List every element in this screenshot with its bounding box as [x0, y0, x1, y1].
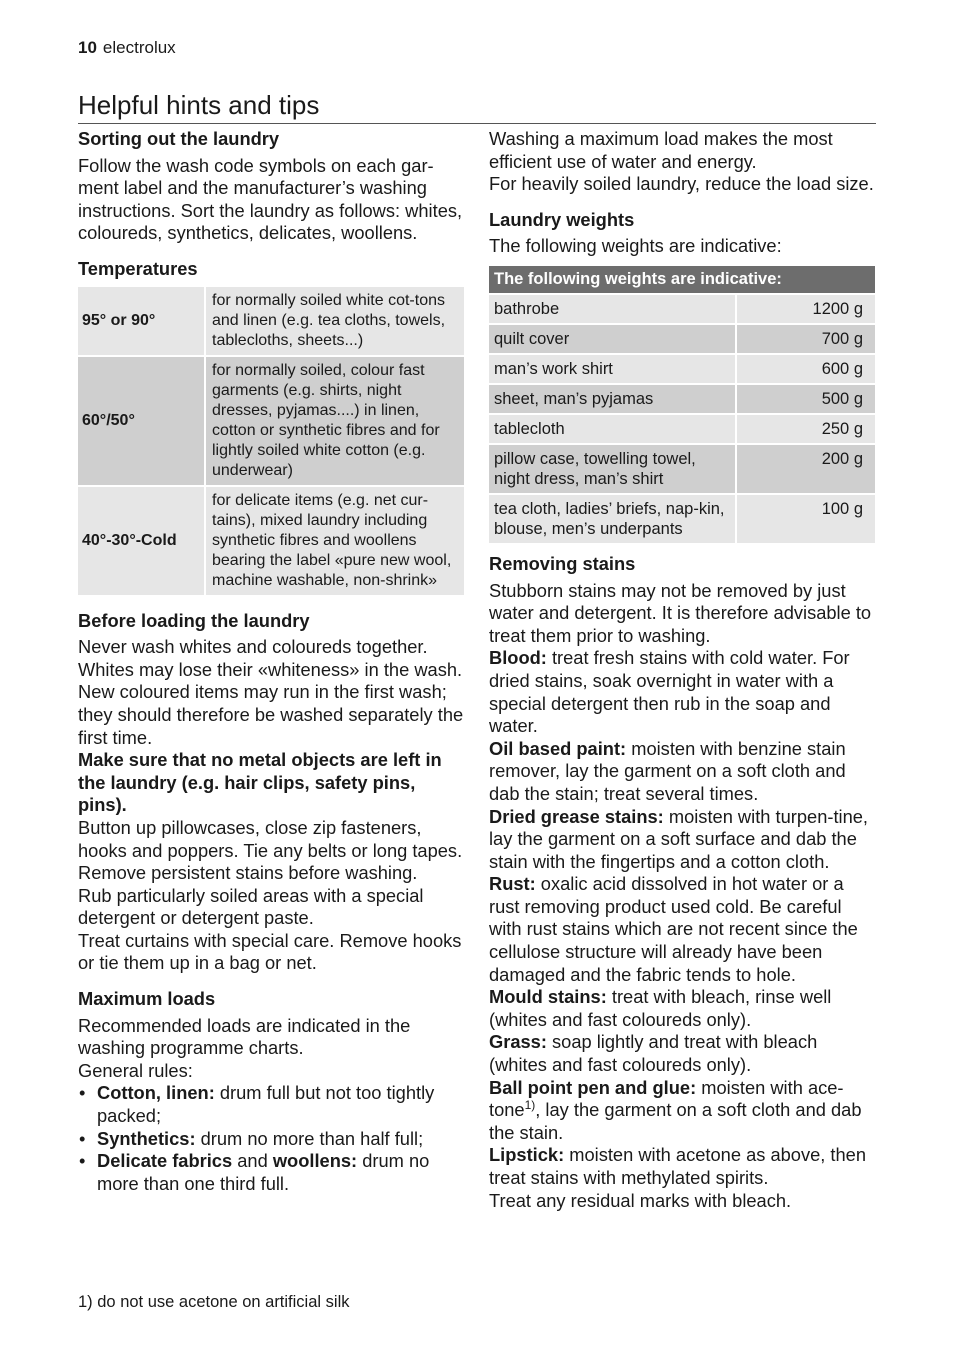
stain-text: oxalic acid dissolved in hot water or a rust removing product used cold. Be careful with rust stains which are not recent since the cellulose structure will already have been damaged and the fabric tends to hole.: [489, 873, 858, 985]
item-cell: quilt cover: [489, 325, 737, 353]
page-number: 10: [78, 38, 97, 57]
table-row: [489, 355, 875, 383]
footnote-marker: 1): [524, 1098, 536, 1113]
stain-item: [489, 1077, 877, 1145]
bullet-icon: •: [79, 1150, 86, 1172]
table-row: [489, 495, 875, 543]
sorting-text: Follow the wash code symbols on each gar-ment label and the manufacturer’s washing instructions. Sort the laundry as follows: whites, coloureds, synthetics, delicates, woollens.: [78, 154, 463, 244]
temp-cell: 60°/50°: [78, 357, 206, 485]
table-row: [489, 445, 875, 493]
item-cell: sheet, man’s pyjamas: [489, 385, 737, 413]
bullet-icon: •: [79, 1127, 86, 1149]
table-row: [489, 385, 875, 413]
stains-section: [489, 553, 877, 1212]
desc-cell: for normally soiled, colour fast garments (e.g. shirts, night dresses, pyjamas....) in linen, cotton or synthetic fibres and for lightly soiled white cotton (e.g. underwear): [212, 361, 440, 479]
warning-bold: Make sure that no metal objects are left in the laundry (e.g. hair clips, safety pins, pins).: [78, 749, 442, 816]
rule-label: Synthetics:: [97, 1127, 196, 1149]
left-column: [78, 128, 464, 1195]
stain-text: moisten with turpen-tine, lay the garment on a soft surface and dab the stain with the fingertips and a cotton cloth.: [489, 805, 869, 872]
stains-heading: Removing stains: [489, 552, 636, 574]
stain-text: moisten with ace-tone: [489, 1076, 844, 1121]
table-header: The following weights are indicative:: [489, 266, 875, 293]
list-item: [78, 1128, 464, 1151]
bullet-icon: •: [79, 1082, 86, 1104]
stain-item: [489, 738, 877, 806]
list-item: [78, 1150, 464, 1195]
paragraph: Remove persistent stains before washing.: [78, 862, 418, 884]
max-loads-section: [78, 988, 464, 1195]
rule-label: Delicate fabrics: [97, 1150, 233, 1172]
item-cell: bathrobe: [489, 295, 737, 323]
desc-cell: for delicate items (e.g. net cur-tains), mixed laundry including synthetic fibres and woollens bearing the label «pure new wool, machine washable, non-shrink»: [212, 491, 452, 589]
desc-cell: for normally soiled white cot-tons and linen (e.g. tea cloths, towels, tablecloths, sheets...): [212, 291, 446, 349]
stain-label: Mould stains:: [489, 986, 607, 1008]
list-item: [78, 1082, 464, 1127]
before-loading-section: [78, 610, 464, 976]
stain-item: [489, 873, 877, 986]
rule-label: Cotton, linen:: [97, 1082, 215, 1104]
paragraph: Treat curtains with special care. Remove hooks or tie them up in a bag or net.: [78, 929, 462, 974]
rule-text: drum no more than half full;: [195, 1127, 424, 1149]
weight-cell: 500 g: [821, 389, 863, 408]
stain-text: , lay the garment on a soft cloth and dab the stain.: [489, 1099, 862, 1143]
stain-item: [489, 1144, 877, 1189]
max-loads-heading: Maximum loads: [78, 988, 216, 1010]
rule-text: drum no more than one third full.: [97, 1150, 430, 1194]
stain-item: [489, 1031, 877, 1076]
warning-text: [78, 749, 464, 817]
stain-text: treat with bleach, rinse well (whites and fast coloureds only).: [489, 986, 832, 1030]
item-cell: man’s work shirt: [489, 355, 737, 383]
stain-text: moisten with benzine stain remover, lay the garment on a soft cloth and dab the stain; treat several times.: [489, 737, 846, 804]
table-header-row: [489, 266, 875, 293]
right-column: [489, 128, 877, 1212]
paragraph: For heavily soiled laundry, reduce the load size.: [489, 173, 874, 195]
weight-cell: 700 g: [821, 329, 863, 348]
rule-label: woollens:: [272, 1150, 358, 1172]
stain-label: Oil based paint:: [489, 737, 627, 759]
paragraph: Rub particularly soiled areas with a special detergent or detergent paste.: [78, 884, 424, 929]
item-cell: tablecloth: [489, 415, 737, 443]
temp-cell: 95° or 90°: [78, 287, 206, 355]
stain-label: Blood:: [489, 647, 547, 669]
table-row: [78, 487, 464, 595]
temperatures-heading: Temperatures: [78, 257, 198, 279]
paragraph: Washing a maximum load makes the most efficient use of water and energy.: [489, 128, 833, 172]
stains-intro: Stubborn stains may not be removed by just water and detergent. It is therefore advisable to treat them prior to washing.: [489, 579, 872, 646]
paragraph: General rules:: [78, 1059, 193, 1081]
stain-label: Rust:: [489, 873, 536, 895]
table-row: [78, 287, 464, 355]
weight-cell: 1200 g: [812, 299, 863, 318]
page-header: [78, 38, 176, 58]
temperatures-section: [78, 258, 464, 597]
temperatures-table: [78, 285, 464, 597]
stain-label: Grass:: [489, 1031, 547, 1053]
weight-cell: 250 g: [821, 419, 863, 438]
stain-label: Ball point pen and glue:: [489, 1076, 697, 1098]
table-row: [489, 415, 875, 443]
table-row: [489, 325, 875, 353]
before-loading-heading: Before loading the laundry: [78, 609, 310, 631]
footnote: 1) do not use acetone on artificial silk: [78, 1293, 350, 1311]
stain-item: [489, 647, 877, 737]
brand-name: electrolux: [102, 38, 176, 57]
paragraph: New coloured items may run in the first wash; they should therefore be washed separately the first time.: [78, 681, 464, 748]
weight-cell: 200 g: [821, 449, 863, 468]
weight-cell: 100 g: [821, 499, 863, 518]
sorting-section: [78, 128, 464, 245]
stain-text: treat fresh stains with cold water. For dried stains, soak overnight in water with a special detergent then rub in the soap and water.: [489, 647, 850, 737]
weights-intro: The following weights are indicative:: [489, 235, 782, 257]
paragraph: Button up pillowcases, close zip fasteners, hooks and poppers. Tie any belts or long tapes.: [78, 816, 463, 861]
rule-conjunction: and: [232, 1150, 273, 1172]
stain-text: soap lightly and treat with bleach (whites and fast coloureds only).: [489, 1031, 818, 1076]
weights-table: [489, 264, 875, 545]
paragraph: Treat any residual marks with bleach.: [489, 1189, 792, 1211]
sorting-heading: Sorting out the laundry: [78, 128, 280, 149]
stain-item: [489, 806, 877, 874]
page-title: Helpful hints and tips: [78, 90, 876, 124]
weights-section: [489, 209, 877, 545]
rule-text: drum full but not too tightly packed;: [97, 1082, 435, 1127]
temp-cell: 40°-30°-Cold: [78, 487, 206, 595]
paragraph: Never wash whites and coloureds together. Whites may lose their «whiteness» in the wash.: [78, 636, 463, 680]
stain-item: [489, 986, 877, 1031]
stain-text: moisten with acetone as above, then treat stains with methylated spirits.: [489, 1144, 866, 1188]
item-cell: tea cloth, ladies’ briefs, nap-kin, blouse, men’s underpants: [489, 495, 737, 543]
weights-heading: Laundry weights: [489, 208, 635, 230]
table-row: [489, 295, 875, 323]
item-cell: pillow case, towelling towel, night dress, man’s shirt: [489, 445, 737, 493]
weight-cell: 600 g: [821, 359, 863, 378]
table-row: [78, 357, 464, 485]
paragraph: Recommended loads are indicated in the washing programme charts.: [78, 1014, 411, 1059]
stain-label: Dried grease stains:: [489, 805, 664, 827]
rules-list: [78, 1082, 464, 1195]
stain-label: Lipstick:: [489, 1144, 565, 1166]
